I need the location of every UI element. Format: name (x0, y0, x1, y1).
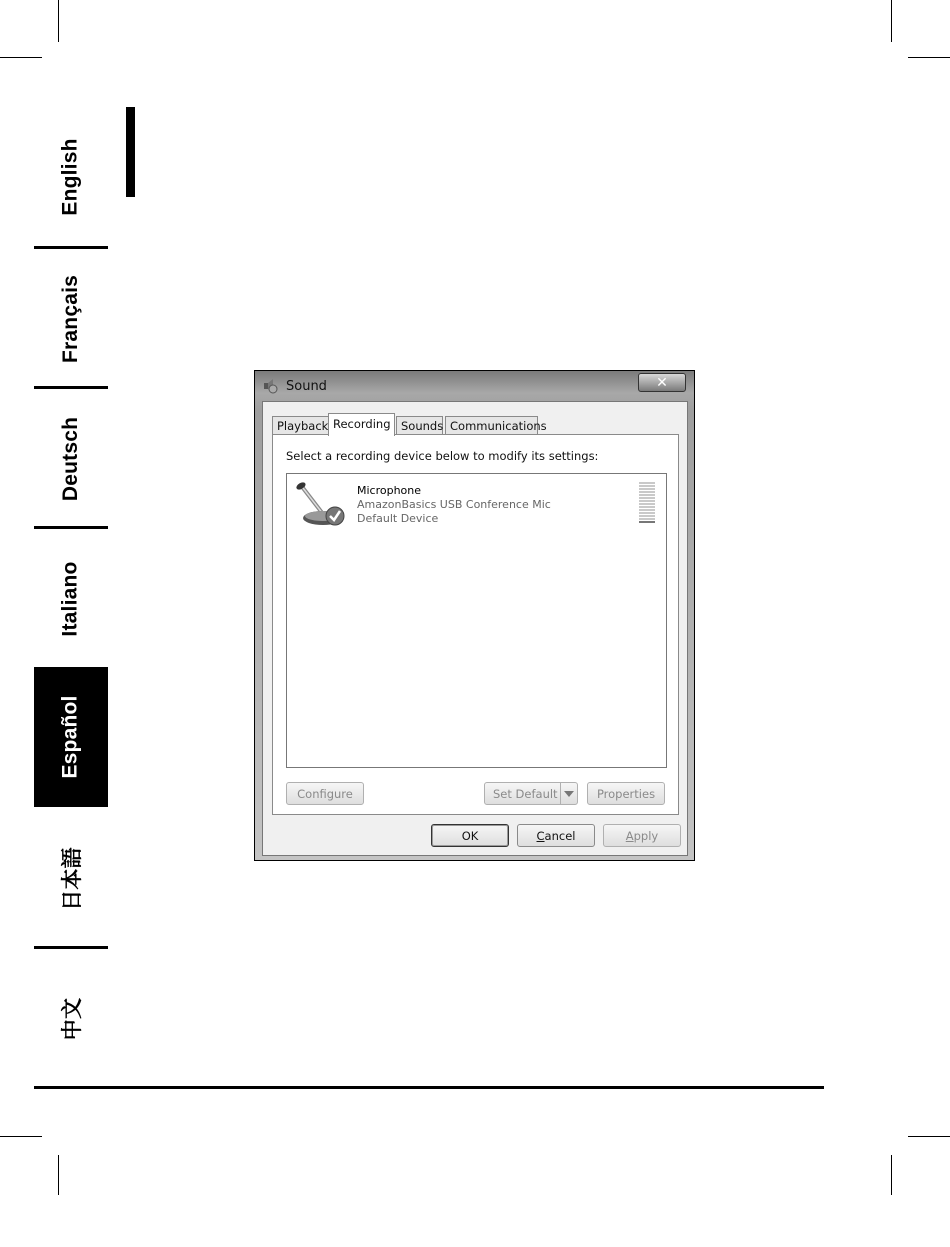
crop-mark (908, 57, 950, 58)
tab-recording[interactable]: Recording (328, 413, 395, 436)
crop-mark (0, 1136, 42, 1137)
tab-communications[interactable]: Communications (445, 416, 538, 435)
speaker-icon (262, 378, 278, 394)
device-status: Default Device (357, 512, 439, 525)
language-label: Deutsch (59, 416, 83, 502)
cancel-button[interactable] (517, 824, 595, 847)
close-icon: ✕ (656, 374, 668, 391)
dialog-title: Sound (286, 379, 327, 394)
language-label: Español (59, 695, 82, 779)
language-label: Italiano (59, 561, 82, 637)
apply-label: Apply (625, 828, 659, 843)
ok-button[interactable]: OK (431, 824, 509, 847)
set-default-label: Set Default (493, 786, 558, 801)
language-label: 中文 (61, 997, 84, 1041)
device-name: Microphone (357, 484, 422, 497)
configure-button[interactable]: Configure (286, 782, 364, 805)
dialog-client-area (262, 401, 688, 856)
language-tab-deutsch (34, 389, 108, 529)
crop-mark (0, 57, 42, 58)
language-tab-english (34, 107, 108, 247)
level-meter (639, 482, 655, 526)
section-marker-bar (126, 107, 135, 197)
device-description: AmazonBasics USB Conference Mic (357, 498, 551, 511)
language-label: Français (59, 275, 83, 363)
cancel-label: Cancel (536, 828, 576, 843)
device-list[interactable] (286, 473, 667, 768)
chevron-down-icon[interactable] (560, 783, 577, 804)
language-tab-francais (34, 249, 108, 389)
set-default-button[interactable] (484, 782, 578, 805)
bottom-rule (34, 1086, 824, 1089)
language-tab-espanol (34, 667, 108, 807)
close-button[interactable] (638, 373, 686, 392)
language-label: English (59, 138, 82, 216)
tab-playback[interactable]: Playback (272, 416, 329, 435)
microphone-icon (293, 478, 347, 530)
language-label: 日本語 (60, 847, 84, 911)
instruction-text: Select a recording device below to modify its settings: (286, 449, 599, 463)
language-tab-italiano (34, 529, 108, 669)
apply-button[interactable] (603, 824, 681, 847)
language-tab-japanese (34, 809, 108, 949)
sound-dialog (254, 370, 695, 861)
crop-mark (58, 1155, 59, 1195)
crop-mark (908, 1136, 950, 1137)
crop-mark (891, 1155, 892, 1195)
recording-panel (272, 434, 679, 815)
crop-mark (58, 0, 59, 42)
crop-mark (891, 0, 892, 42)
title-bar[interactable] (255, 371, 694, 401)
properties-button[interactable]: Properties (587, 782, 665, 805)
tab-sounds[interactable]: Sounds (396, 416, 443, 435)
language-tab-chinese (34, 949, 108, 1089)
